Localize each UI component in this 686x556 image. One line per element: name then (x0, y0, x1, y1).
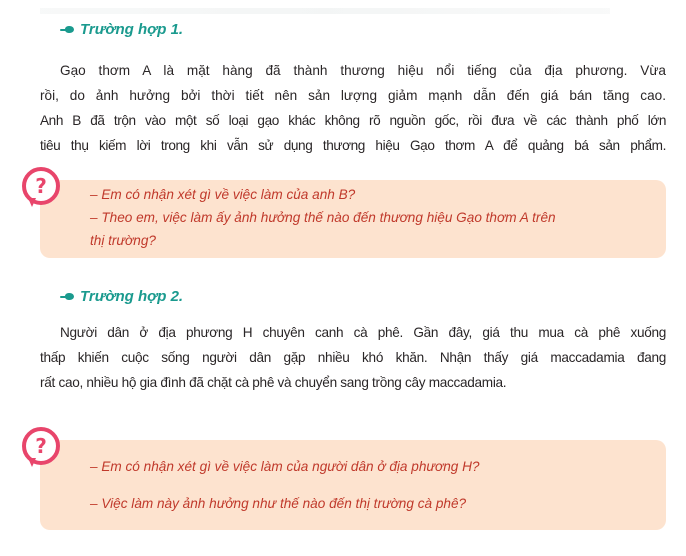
question-item: thị trường? (90, 233, 156, 248)
case1-paragraph (40, 58, 666, 158)
question-badge (22, 427, 60, 473)
question-item: – Em có nhận xét gì về việc làm của người dân ở địa phương H? (90, 459, 480, 474)
paragraph-line: tiêu thụ kiếm lời trong khi vẫn sử dụng thương hiệu Gạo thơm A để quảng bá sản phẩm. (40, 138, 666, 153)
pointing-hand-icon (60, 25, 76, 35)
paragraph-line: thấp khiến cuộc sống người dân gặp nhiều khó khăn. Nhận thấy giá maccadamia đang (40, 350, 666, 365)
question-item: – Việc làm này ảnh hưởng như thế nào đến thị trường cà phê? (90, 496, 467, 511)
question-badge (22, 167, 60, 213)
paragraph-line: Người dân ở địa phương H chuyên canh cà phê. Gần đây, giá thu mua cà phê xuống (60, 325, 666, 340)
question-mark-icon: ? (35, 434, 47, 458)
paragraph-line: Gạo thơm A là mặt hàng đã thành thương hiệu nổi tiếng của địa phương. Vừa (60, 63, 666, 78)
top-fade (40, 8, 610, 14)
case2-question-box (40, 440, 666, 530)
paragraph-line: Anh B đã trộn vào một số loại gạo khác không rõ nguồn gốc, rồi đưa về các thành phố lớn (40, 113, 666, 128)
case2-paragraph (40, 320, 666, 395)
question-mark-icon: ? (35, 174, 47, 198)
question-item: – Theo em, việc làm ấy ảnh hưởng thế nào đến thương hiệu Gạo thơm A trên (90, 210, 556, 225)
question-item: – Em có nhận xét gì về việc làm của anh B? (90, 187, 356, 202)
case2-heading (60, 288, 183, 305)
case1-heading-text: Trường hợp 1. (80, 21, 184, 38)
case1-question-box (40, 180, 666, 258)
case1-heading (60, 21, 183, 38)
pointing-hand-icon (60, 292, 76, 302)
case2-heading-text: Trường hợp 2. (80, 288, 184, 305)
paragraph-line: rồi, do ảnh hưởng bởi thời tiết nên sản lượng giảm mạnh dẫn đến giá bán tăng cao. (40, 88, 666, 103)
paragraph-line: rất cao, nhiều hộ gia đình đã chặt cà phê và chuyển sang trồng cây maccadamia. (40, 375, 507, 390)
